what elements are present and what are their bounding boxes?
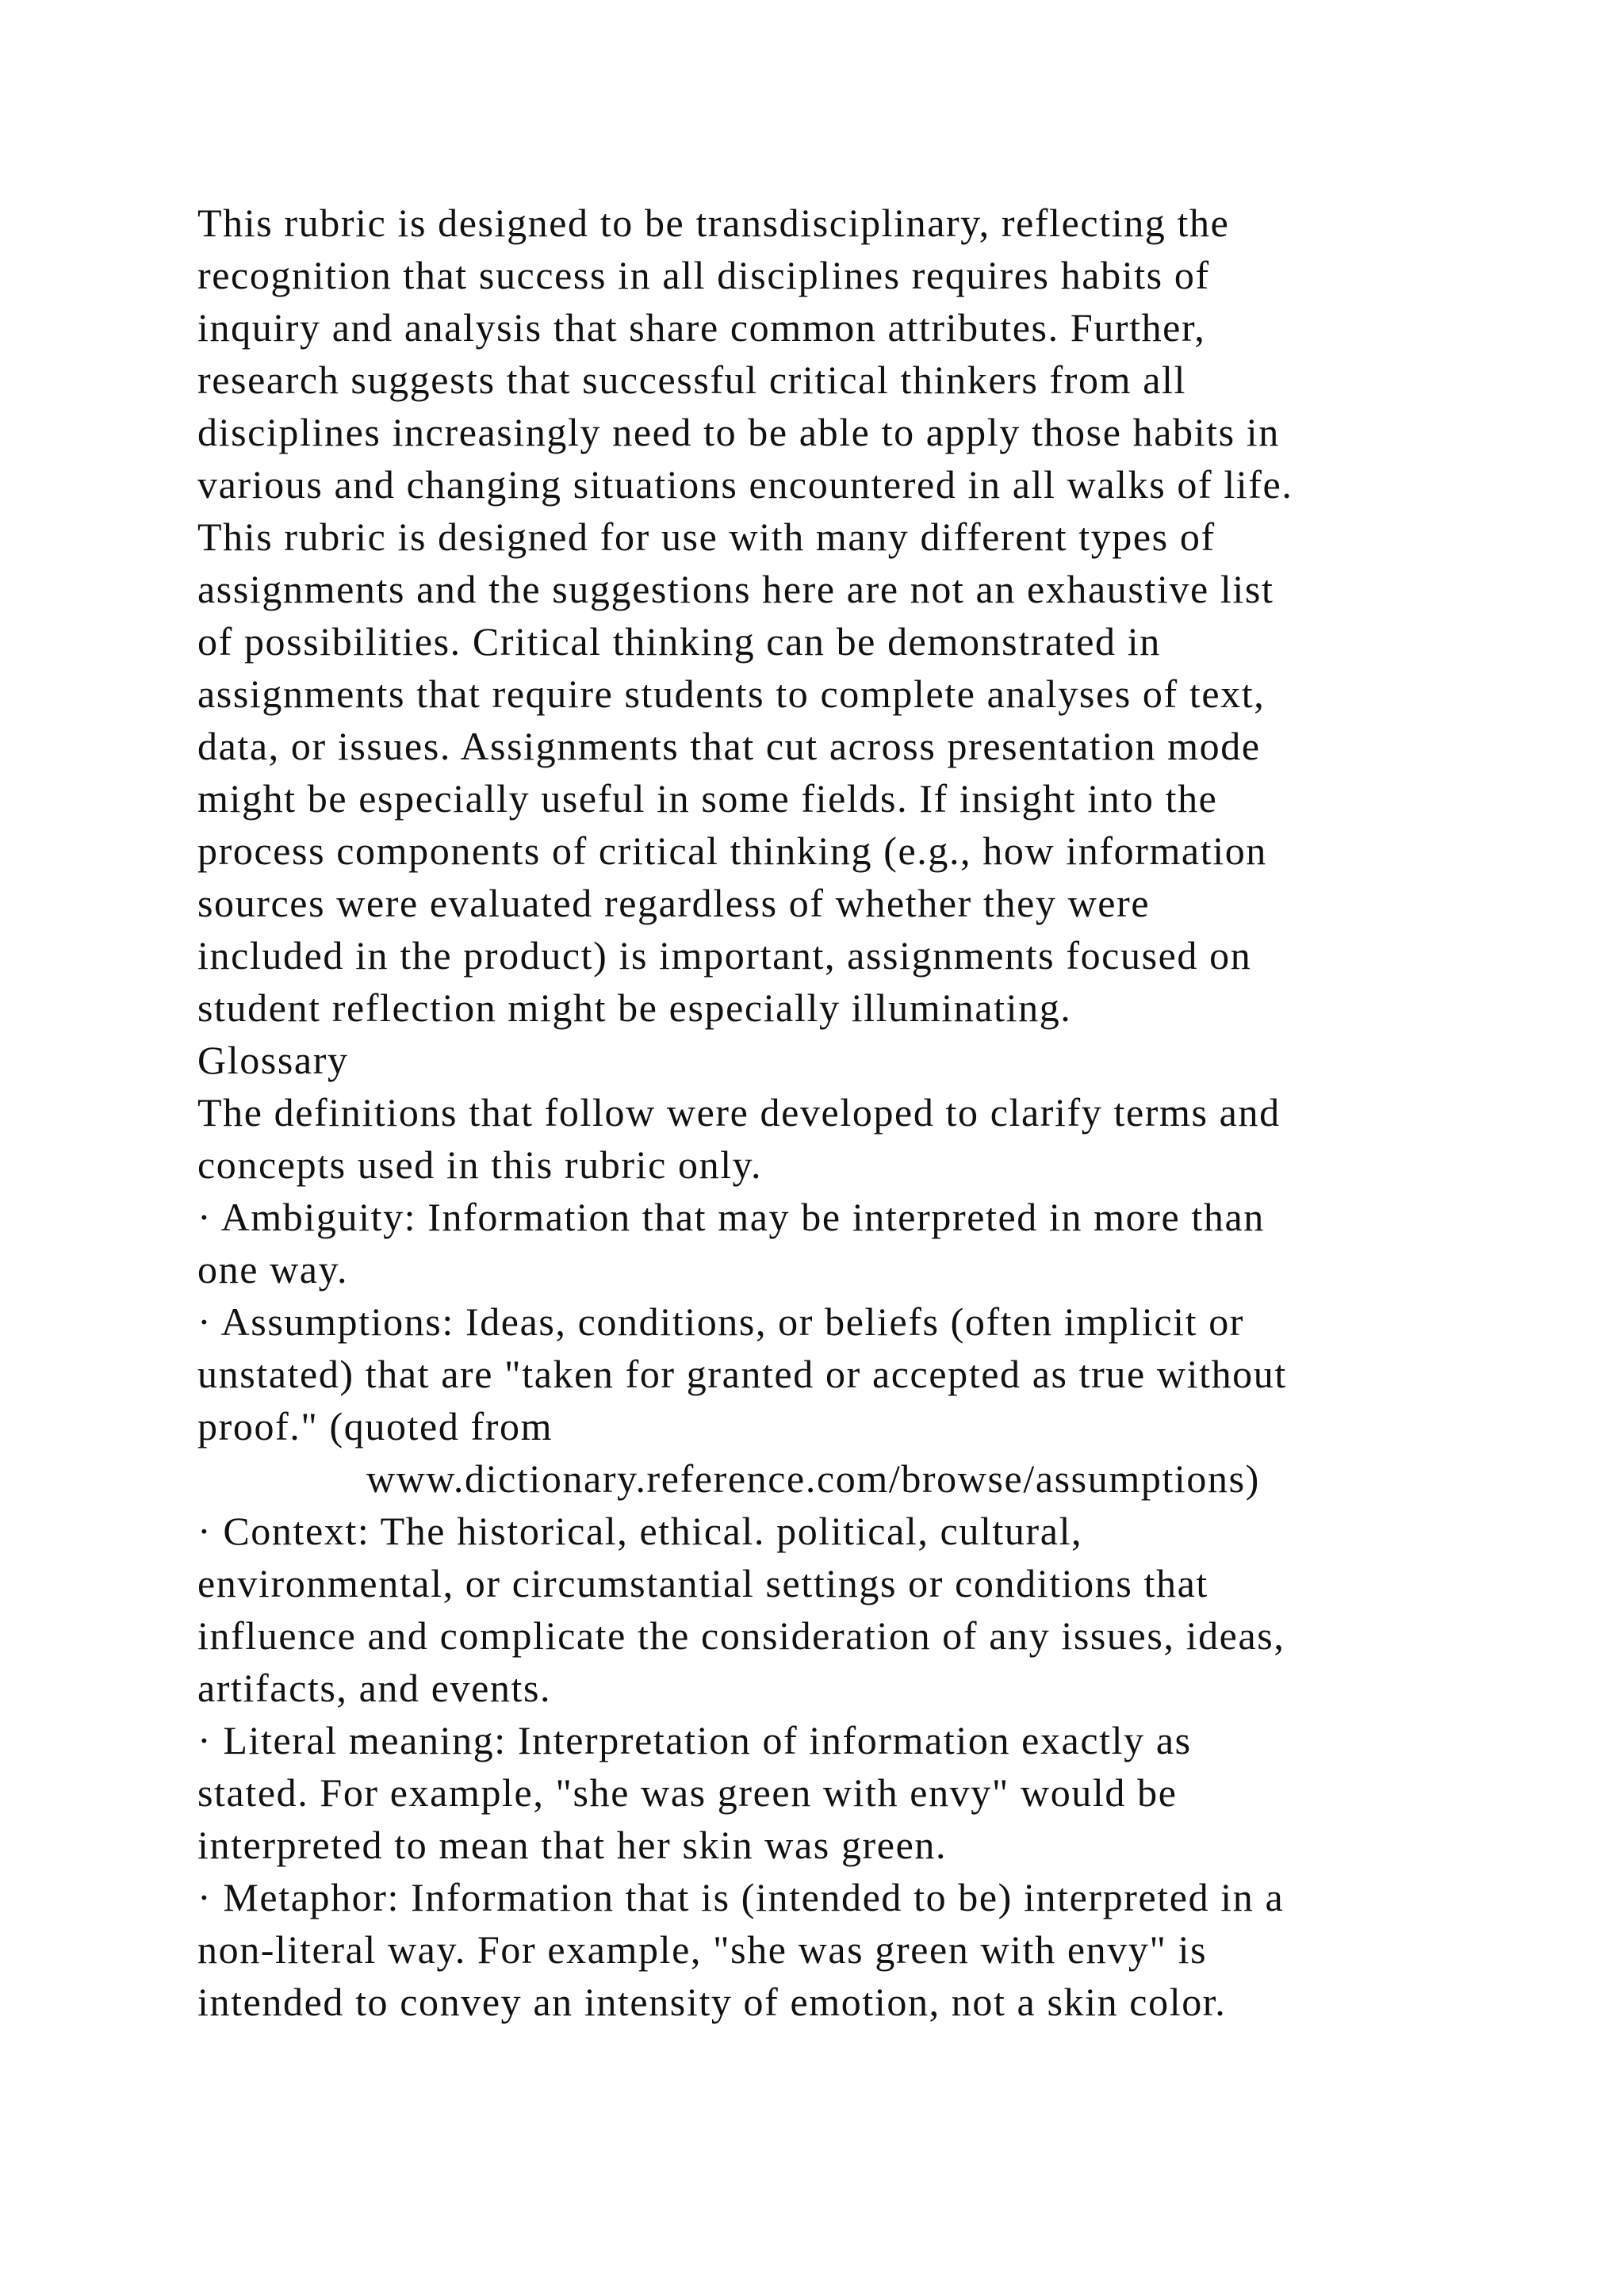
document-body <box>197 197 1498 2028</box>
paragraph-line: recognition that success in all disciplines requires habits of <box>197 253 1210 297</box>
paragraph-line: inquiry and analysis that share common attributes. Further, <box>197 305 1206 350</box>
glossary-item-line: one way. <box>197 1247 349 1292</box>
glossary-heading: Glossary <box>197 1038 349 1082</box>
paragraph-line: various and changing situations encountered in all walks of life. <box>197 462 1293 507</box>
paragraph-line: student reflection might be especially illuminating. <box>197 985 1072 1030</box>
glossary-item-context: · Context: The historical, ethical. political, cultural, <box>197 1509 1083 1553</box>
glossary-item-line: stated. For example, "she was green with envy" would be <box>197 1770 1178 1815</box>
glossary-item-assumptions: · Assumptions: Ideas, conditions, or beliefs (often implicit or <box>197 1299 1245 1344</box>
paragraph-line: might be especially useful in some fields. If insight into the <box>197 776 1218 821</box>
paragraph-line: disciplines increasingly need to be able to apply those habits in <box>197 410 1280 454</box>
glossary-intro-line: concepts used in this rubric only. <box>197 1142 763 1187</box>
glossary-item-line: non-literal way. For example, "she was green with envy" is <box>197 1927 1208 1972</box>
glossary-item-line: environmental, or circumstantial settings or conditions that <box>197 1561 1208 1605</box>
glossary-item-line: interpreted to mean that her skin was green. <box>197 1823 948 1867</box>
paragraph-line: This rubric is designed for use with many different types of <box>197 515 1216 559</box>
glossary-item-line: intended to convey an intensity of emotion, not a skin color. <box>197 1980 1227 2024</box>
glossary-item-ambiguity: · Ambiguity: Information that may be interpreted in more than <box>197 1195 1265 1239</box>
reference-url: www.dictionary.reference.com/browse/assumptions) <box>366 1456 1260 1501</box>
glossary-item-line: artifacts, and events. <box>197 1666 552 1710</box>
glossary-item-line: proof." (quoted from <box>197 1404 553 1448</box>
paragraph-line: research suggests that successful critical thinkers from all <box>197 358 1187 402</box>
paragraph-line: process components of critical thinking (e.g., how information <box>197 828 1267 873</box>
paragraph-line: sources were evaluated regardless of whether they were <box>197 881 1151 925</box>
paragraph-line: of possibilities. Critical thinking can be demonstrated in <box>197 619 1161 664</box>
paragraph-line: assignments and the suggestions here are not an exhaustive list <box>197 567 1274 611</box>
glossary-intro-line: The definitions that follow were developed to clarify terms and <box>197 1090 1281 1135</box>
paragraph-line: assignments that require students to complete analyses of text, <box>197 672 1266 716</box>
glossary-item-line: influence and complicate the consideration of any issues, ideas, <box>197 1613 1285 1658</box>
glossary-item-literal-meaning: · Literal meaning: Interpretation of information exactly as <box>197 1718 1192 1762</box>
paragraph-line: data, or issues. Assignments that cut across presentation mode <box>197 724 1261 768</box>
paragraph-line: included in the product) is important, assignments focused on <box>197 933 1252 978</box>
glossary-item-line: unstated) that are "taken for granted or accepted as true without <box>197 1352 1287 1396</box>
glossary-item-metaphor: · Metaphor: Information that is (intended to be) interpreted in a <box>197 1875 1285 1919</box>
paragraph-line: This rubric is designed to be transdisciplinary, reflecting the <box>197 201 1230 245</box>
